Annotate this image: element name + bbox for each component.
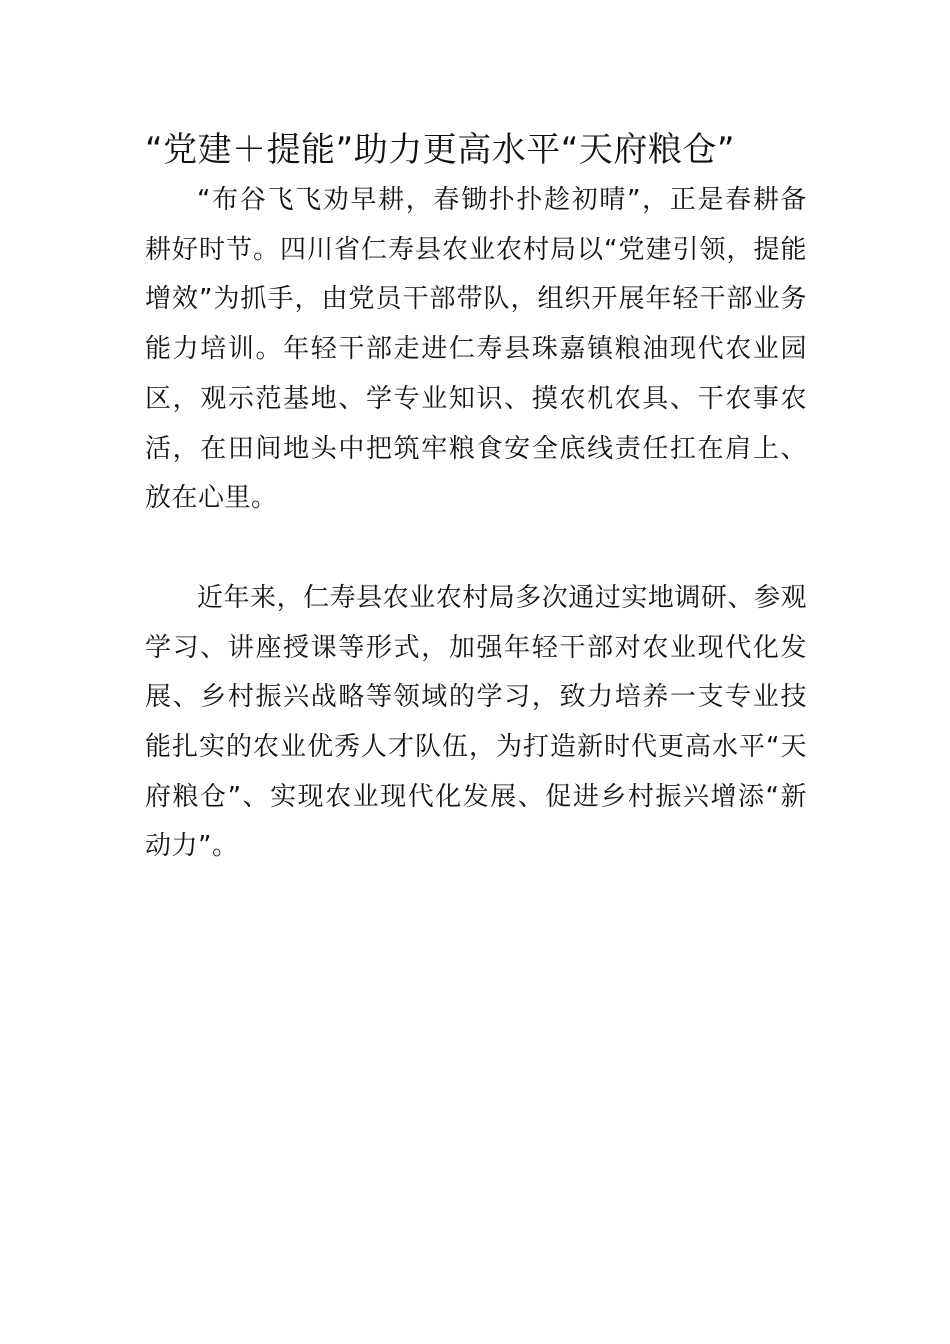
- document-title: “党建＋提能”助力更高水平“天府粮仓”: [145, 130, 735, 170]
- document-body: [145, 176, 807, 872]
- paragraph-1: “布谷飞飞劝早耕，春锄扑扑趁初晴”，正是春耕备耕好时节。四川省仁寿县农业农村局以“党建引领，提能增效”为抓手，由党员干部带队，组织开展年轻干部业务能力培训。年轻干部走进仁寿县珠嘉镇粮油现代农业园区，观示范基地、学专业知识、摸农机农具、干农事农活，在田间地头中把筑牢粮食安全底线责任扛在肩上、放在心里。: [145, 185, 807, 514]
- paragraph-2: 近年来，仁寿县农业农村局多次通过实地调研、参观学习、讲座授课等形式，加强年轻干部对农业现代化发展、乡村振兴战略等领域的学习，致力培养一支专业技能扎实的农业优秀人才队伍，为打造新时代更高水平“天府粮仓”、实现农业现代化发展、促进乡村振兴增添“新动力”。: [145, 582, 807, 862]
- paragraph-spacer: [145, 524, 807, 574]
